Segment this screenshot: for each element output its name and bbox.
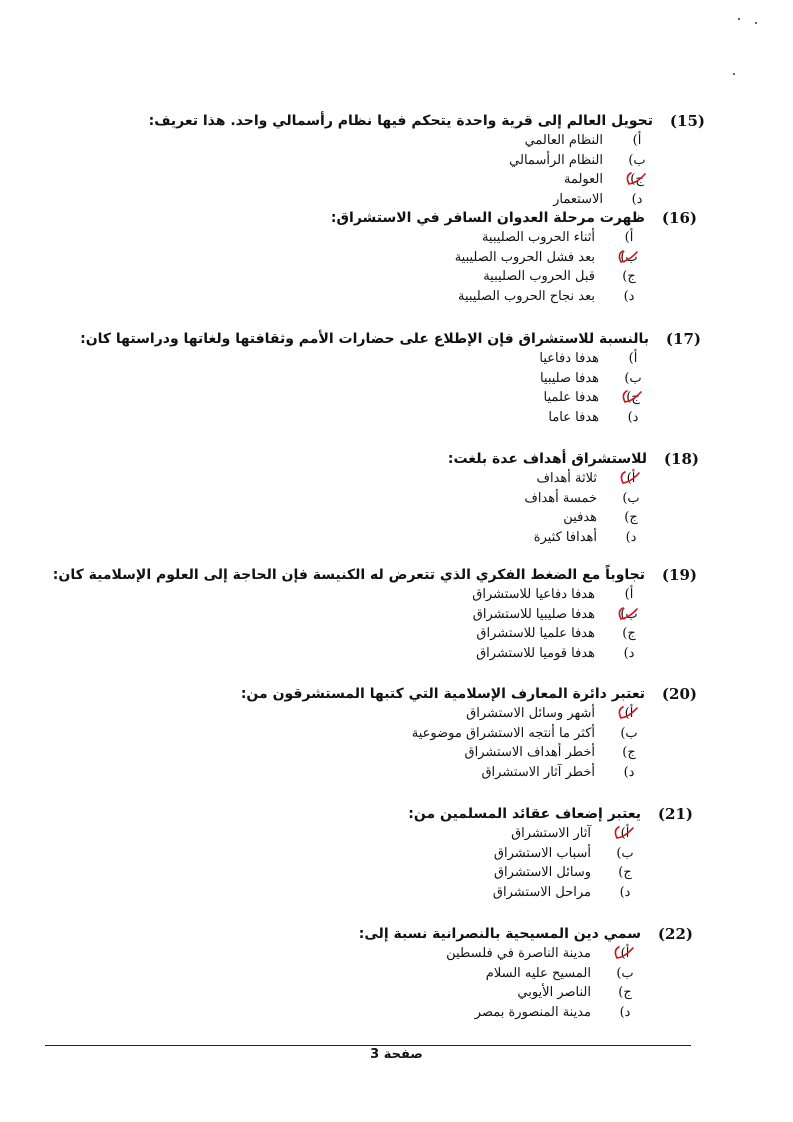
options-list: [331, 228, 641, 306]
option-text: أشهر وسائل الاستشراق: [466, 706, 595, 722]
question-header: [408, 805, 693, 823]
answer-option: [331, 287, 641, 307]
option-letter: ج): [622, 626, 636, 642]
question-text: سمي دين المسيحية بالنصرانية نسبة إلى:: [358, 926, 641, 942]
answer-option: [53, 585, 641, 605]
option-text: النظام الرأسمالي: [509, 152, 603, 168]
answer-check-mark: [599, 822, 639, 844]
options-list: [241, 704, 641, 782]
option-text: هدفا قوميا للاستشراق: [476, 645, 595, 661]
scan-speck: [755, 22, 757, 24]
answer-check-stroke: [623, 391, 641, 402]
answer-option: [408, 824, 637, 844]
options-list: [53, 585, 641, 663]
answer-option: [359, 944, 637, 964]
options-list: [448, 469, 643, 547]
option-text: هدفا صليبيا للاستشراق: [472, 606, 595, 622]
question-number: (16): [661, 209, 697, 227]
option-text: هدفا صليبيا: [539, 370, 599, 386]
option-letter: ج): [622, 269, 636, 285]
answer-option: [80, 388, 645, 408]
answer-check-mark: [611, 168, 651, 190]
option-text: خمسة أهداف: [524, 490, 597, 506]
option-text: أخطر آثار الاستشراق: [481, 764, 595, 780]
answer-check-mark: [603, 702, 643, 724]
answer-option: [408, 863, 637, 883]
option-text: أسباب الاستشراق: [493, 845, 591, 861]
option-letter: د): [627, 409, 639, 425]
option-letter: ج): [618, 865, 632, 881]
answer-option: [408, 844, 637, 864]
option-letter: ج): [625, 172, 649, 187]
answer-check-stroke: [621, 472, 639, 483]
option-text: بعد نجاح الحروب الصليبية: [457, 288, 595, 304]
answer-option: [53, 624, 641, 644]
option-letter: ب): [616, 965, 634, 981]
answer-option: [448, 508, 643, 528]
option-text: هدفا علميا للاستشراق: [476, 626, 595, 642]
answer-option: [149, 170, 649, 190]
question-text: ظهرت مرحلة العدوان السافر في الاستشراق:: [330, 210, 645, 226]
option-letter: أ): [619, 471, 643, 486]
option-text: مراحل الاستشراق: [492, 884, 591, 900]
answer-check-stroke: [615, 827, 633, 838]
option-letter: د): [625, 529, 637, 545]
answer-option: [80, 369, 645, 389]
page-number: صفحة 3: [370, 1047, 423, 1062]
question-17: [80, 330, 701, 427]
option-text: العولمة: [563, 172, 603, 188]
option-text: النظام العالمي: [524, 133, 603, 149]
answer-option: [53, 605, 641, 625]
option-letter: ج): [618, 985, 632, 1001]
question-header: [80, 330, 701, 348]
question-number: (15): [669, 112, 705, 130]
option-letter: د): [623, 288, 635, 304]
question-15: [149, 112, 705, 209]
question-text: تجاوباً مع الضغط الفكري الذي تتعرض له الكنيسة فإن الحاجة إلى العلوم الإسلامية كان:: [52, 567, 645, 583]
option-text: بعد فشل الحروب الصليبية: [454, 249, 595, 265]
question-header: [448, 450, 699, 468]
question-number: (17): [665, 330, 701, 348]
question-21: [408, 805, 693, 902]
options-list: [149, 131, 649, 209]
answer-check-stroke: [615, 947, 633, 958]
option-letter: ب): [617, 250, 641, 265]
answer-option: [241, 704, 641, 724]
scan-speck: [738, 18, 740, 20]
option-text: هدفا عاما: [548, 409, 599, 425]
question-number: (20): [661, 685, 697, 703]
option-letter: ب): [617, 607, 641, 622]
answer-check-mark: [603, 246, 643, 268]
answer-option: [241, 743, 641, 763]
option-text: مدينة المنصورة بمصر: [474, 1004, 591, 1020]
option-letter: أ): [613, 946, 637, 961]
question-text: يعتبر إضعاف عقائد المسلمين من:: [408, 806, 641, 822]
answer-option: [149, 131, 649, 151]
answer-option: [448, 489, 643, 509]
question-16: [331, 209, 697, 306]
option-letter: ب): [624, 370, 642, 386]
option-text: أثناء الحروب الصليبية: [481, 230, 595, 246]
option-text: هدفا دفاعيا: [539, 351, 599, 367]
option-letter: ب): [620, 725, 638, 741]
answer-check-stroke: [619, 251, 637, 262]
option-text: آثار الاستشراق: [511, 826, 591, 842]
answer-option: [331, 248, 641, 268]
question-text: تعتبر دائرة المعارف الإسلامية التي كتبها المستشرقون من:: [240, 686, 645, 702]
answer-check-mark: [605, 467, 645, 489]
option-letter: أ): [632, 133, 642, 149]
answer-check-mark: [599, 942, 639, 964]
question-header: [53, 566, 697, 584]
option-letter: د): [619, 884, 631, 900]
question-header: [149, 112, 705, 130]
option-letter: ج): [622, 745, 636, 761]
answer-option: [331, 228, 641, 248]
answer-check-mark: [603, 603, 643, 625]
option-text: أخطر أهداف الاستشراق: [464, 745, 595, 761]
question-header: [359, 925, 693, 943]
footer-divider: [45, 1045, 691, 1046]
question-number: (19): [661, 566, 697, 584]
option-text: أهدافا كثيرة: [533, 529, 597, 545]
option-letter: ج): [624, 510, 638, 526]
answer-check-stroke: [627, 173, 645, 184]
option-letter: ب): [628, 152, 646, 168]
option-letter: أ): [624, 587, 634, 603]
option-text: الاستعمار: [553, 191, 603, 207]
option-letter: ج): [621, 390, 645, 405]
answer-option: [241, 724, 641, 744]
options-list: [408, 824, 637, 902]
question-19: [53, 566, 697, 663]
question-number: (21): [657, 805, 693, 823]
answer-check-mark: [607, 386, 647, 408]
option-letter: ب): [616, 845, 634, 861]
question-20: [241, 685, 697, 782]
option-text: قبل الحروب الصليبية: [483, 269, 595, 285]
option-text: مدينة الناصرة في فلسطين: [446, 946, 591, 962]
option-text: ثلاثة أهداف: [536, 471, 597, 487]
question-number: (18): [663, 450, 699, 468]
option-text: الناصر الأيوبي: [517, 985, 591, 1001]
question-text: بالنسبة للاستشراق فإن الإطلاع على حضارات الأمم وثقافتها ولغاتها ودراستها كان:: [80, 331, 649, 347]
answer-option: [149, 190, 649, 210]
question-number: (22): [657, 925, 693, 943]
answer-option: [448, 469, 643, 489]
scan-speck: [733, 73, 735, 75]
option-letter: د): [631, 191, 643, 207]
question-header: [331, 209, 697, 227]
option-letter: أ): [624, 230, 634, 246]
answer-option: [80, 349, 645, 369]
answer-option: [241, 763, 641, 783]
answer-option: [331, 267, 641, 287]
answer-option: [80, 408, 645, 428]
answer-check-stroke: [619, 608, 637, 619]
question-header: [241, 685, 697, 703]
answer-option: [359, 964, 637, 984]
answer-option: [149, 151, 649, 171]
answer-option: [448, 528, 643, 548]
option-text: أكثر ما أنتجه الاستشراق موضوعية: [411, 725, 595, 741]
question-22: [359, 925, 693, 1022]
option-text: هدفين: [563, 510, 597, 526]
option-letter: ب): [622, 490, 640, 506]
question-text: تحويل العالم إلى قرية واحدة يتحكم فيها نظام رأسمالي واحد. هذا تعريف:: [148, 113, 653, 129]
options-list: [359, 944, 637, 1022]
answer-option: [359, 1003, 637, 1023]
option-text: هدفا دفاعيا للاستشراق: [472, 587, 595, 603]
question-18: [448, 450, 699, 547]
options-list: [80, 349, 645, 427]
option-letter: د): [623, 764, 635, 780]
option-letter: أ): [613, 826, 637, 841]
answer-option: [359, 983, 637, 1003]
option-letter: د): [619, 1004, 631, 1020]
option-letter: أ): [628, 351, 638, 367]
question-text: للاستشراق أهداف عدة بلغت:: [447, 451, 647, 467]
answer-option: [408, 883, 637, 903]
answer-check-stroke: [619, 707, 637, 718]
option-letter: د): [623, 645, 635, 661]
answer-option: [53, 644, 641, 664]
option-text: المسيح عليه السلام: [485, 965, 591, 981]
option-letter: أ): [617, 706, 641, 721]
option-text: وسائل الاستشراق: [493, 865, 591, 881]
option-text: هدفا علميا: [543, 390, 599, 406]
